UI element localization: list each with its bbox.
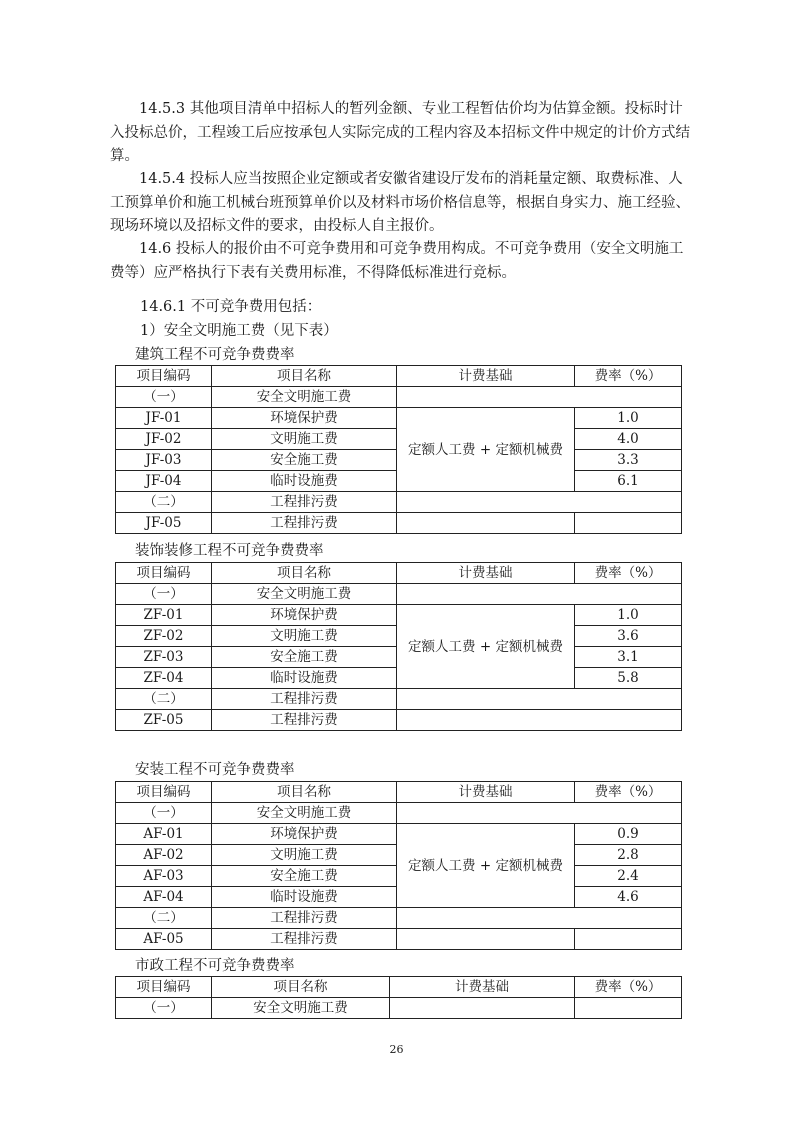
row-empty-cell bbox=[397, 710, 682, 731]
header-basis: 计费基础 bbox=[390, 977, 575, 998]
row-basis: 定额人工费 + 定额机械费 bbox=[397, 824, 575, 908]
row-rate: 3.6 bbox=[575, 626, 682, 647]
row-empty-cell bbox=[397, 803, 682, 824]
row-rate bbox=[575, 998, 682, 1019]
row-rate: 5.8 bbox=[575, 668, 682, 689]
row-name: 临时设施费 bbox=[212, 887, 397, 908]
row-code: ZF-03 bbox=[116, 647, 212, 668]
header-rate: 费率（%） bbox=[575, 977, 682, 998]
row-empty-cell bbox=[397, 513, 575, 534]
table-caption-installation: 安装工程不可竞争费费率 bbox=[135, 762, 295, 778]
row-name: 安全施工费 bbox=[212, 866, 397, 887]
header-code: 项目编码 bbox=[116, 563, 212, 584]
row-code: （一） bbox=[116, 803, 212, 824]
row-empty-cell bbox=[397, 689, 682, 710]
row-code: AF-04 bbox=[116, 887, 212, 908]
row-name: 环境保护费 bbox=[212, 824, 397, 845]
row-rate: 3.3 bbox=[575, 450, 682, 471]
header-code: 项目编码 bbox=[116, 977, 212, 998]
table-row bbox=[116, 513, 682, 534]
paragraph-14-5-3: 14.5.3 其他项目清单中招标人的暂列金额、专业工程暂估价均为估算金额。投标时计入投标总价，工程竣工后应按承包人实际完成的工程内容及本招标文件中规定的计价方式结算。 bbox=[110, 101, 690, 164]
row-code: AF-05 bbox=[116, 929, 212, 950]
fee-table-construction bbox=[115, 365, 682, 534]
table-row bbox=[116, 584, 682, 605]
table-header-row bbox=[116, 782, 682, 803]
row-name: 安全施工费 bbox=[212, 450, 397, 471]
table-caption-construction: 建筑工程不可竞争费费率 bbox=[135, 347, 295, 363]
table-header-row bbox=[116, 977, 682, 998]
row-empty-cell bbox=[397, 929, 575, 950]
table-row bbox=[116, 605, 682, 626]
row-rate: 4.0 bbox=[575, 429, 682, 450]
paragraph-14-5-4: 14.5.4 投标人应当按照企业定额或者安徽省建设厅发布的消耗量定额、取费标准、人工预算单价和施工机械台班预算单价以及材料市场价格信息等，根据自身实力、施工经验、现场环境以及招标文件的要求，由投标人自主报价。 bbox=[110, 171, 690, 234]
header-code: 项目编码 bbox=[116, 366, 212, 387]
header-basis: 计费基础 bbox=[397, 563, 575, 584]
row-rate: 6.1 bbox=[575, 471, 682, 492]
page-number: 26 bbox=[389, 1043, 404, 1056]
row-code: （二） bbox=[116, 689, 212, 710]
row-name: 安全文明施工费 bbox=[212, 584, 397, 605]
row-rate: 0.9 bbox=[575, 824, 682, 845]
table-row bbox=[116, 998, 682, 1019]
header-basis: 计费基础 bbox=[397, 782, 575, 803]
row-name: 工程排污费 bbox=[212, 929, 397, 950]
row-rate: 1.0 bbox=[575, 408, 682, 429]
row-name: 安全文明施工费 bbox=[212, 998, 390, 1019]
row-name: 环境保护费 bbox=[212, 605, 397, 626]
row-name: 文明施工费 bbox=[212, 429, 397, 450]
row-code: （二） bbox=[116, 492, 212, 513]
table-row bbox=[116, 929, 682, 950]
row-basis: 定额人工费 + 定额机械费 bbox=[397, 605, 575, 689]
row-name: 工程排污费 bbox=[212, 689, 397, 710]
clause-item-1: 1）安全文明施工费（见下表） bbox=[140, 323, 338, 339]
table-row bbox=[116, 689, 682, 710]
paragraph-14-6: 14.6 投标人的报价由不可竞争费用和可竞争费用构成。不可竞争费用（安全文明施工费等）应严格执行下表有关费用标准，不得降低标准进行竞标。 bbox=[110, 241, 684, 281]
row-empty-cell bbox=[397, 492, 682, 513]
fee-table-installation bbox=[115, 781, 682, 950]
row-empty-cell bbox=[390, 998, 575, 1019]
row-code: JF-02 bbox=[116, 429, 212, 450]
row-code: （一） bbox=[116, 998, 212, 1019]
row-code: （二） bbox=[116, 908, 212, 929]
header-name: 项目名称 bbox=[212, 782, 397, 803]
header-name: 项目名称 bbox=[212, 977, 390, 998]
row-code: JF-04 bbox=[116, 471, 212, 492]
header-name: 项目名称 bbox=[212, 563, 397, 584]
row-empty-cell bbox=[397, 908, 682, 929]
row-code: ZF-04 bbox=[116, 668, 212, 689]
row-code: AF-03 bbox=[116, 866, 212, 887]
row-code: （一） bbox=[116, 387, 212, 408]
row-name: 文明施工费 bbox=[212, 845, 397, 866]
row-rate bbox=[575, 513, 682, 534]
row-rate bbox=[575, 929, 682, 950]
row-name: 临时设施费 bbox=[212, 471, 397, 492]
header-name: 项目名称 bbox=[212, 366, 397, 387]
row-name: 工程排污费 bbox=[212, 710, 397, 731]
row-code: JF-05 bbox=[116, 513, 212, 534]
row-code: ZF-02 bbox=[116, 626, 212, 647]
table-caption-municipal: 市政工程不可竞争费费率 bbox=[135, 958, 295, 974]
header-basis: 计费基础 bbox=[397, 366, 575, 387]
row-name: 工程排污费 bbox=[212, 492, 397, 513]
table-row bbox=[116, 803, 682, 824]
fee-table-municipal bbox=[115, 976, 682, 1019]
header-code: 项目编码 bbox=[116, 782, 212, 803]
row-rate: 1.0 bbox=[575, 605, 682, 626]
row-name: 安全文明施工费 bbox=[212, 803, 397, 824]
row-code: ZF-05 bbox=[116, 710, 212, 731]
table-caption-decoration: 装饰装修工程不可竞争费费率 bbox=[135, 543, 324, 559]
row-name: 环境保护费 bbox=[212, 408, 397, 429]
row-rate: 4.6 bbox=[575, 887, 682, 908]
row-code: AF-01 bbox=[116, 824, 212, 845]
row-code: JF-01 bbox=[116, 408, 212, 429]
row-basis: 定额人工费 + 定额机械费 bbox=[397, 408, 575, 492]
row-empty-cell bbox=[397, 387, 682, 408]
header-rate: 费率（%） bbox=[575, 782, 682, 803]
row-name: 工程排污费 bbox=[212, 513, 397, 534]
table-header-row bbox=[116, 563, 682, 584]
row-name: 临时设施费 bbox=[212, 668, 397, 689]
clause-14-6-1: 14.6.1 不可竞争费用包括： bbox=[140, 299, 322, 315]
table-row bbox=[116, 710, 682, 731]
row-code: AF-02 bbox=[116, 845, 212, 866]
table-row bbox=[116, 408, 682, 429]
row-code: （一） bbox=[116, 584, 212, 605]
row-name: 安全文明施工费 bbox=[212, 387, 397, 408]
row-rate: 2.4 bbox=[575, 866, 682, 887]
table-header-row bbox=[116, 366, 682, 387]
row-code: ZF-01 bbox=[116, 605, 212, 626]
fee-table-decoration bbox=[115, 562, 682, 731]
row-name: 文明施工费 bbox=[212, 626, 397, 647]
row-code: JF-03 bbox=[116, 450, 212, 471]
row-name: 工程排污费 bbox=[212, 908, 397, 929]
row-rate: 3.1 bbox=[575, 647, 682, 668]
table-row bbox=[116, 387, 682, 408]
header-rate: 费率（%） bbox=[575, 563, 682, 584]
header-rate: 费率（%） bbox=[575, 366, 682, 387]
table-row bbox=[116, 908, 682, 929]
row-rate: 2.8 bbox=[575, 845, 682, 866]
table-row bbox=[116, 492, 682, 513]
table-row bbox=[116, 824, 682, 845]
row-name: 安全施工费 bbox=[212, 647, 397, 668]
row-empty-cell bbox=[397, 584, 682, 605]
